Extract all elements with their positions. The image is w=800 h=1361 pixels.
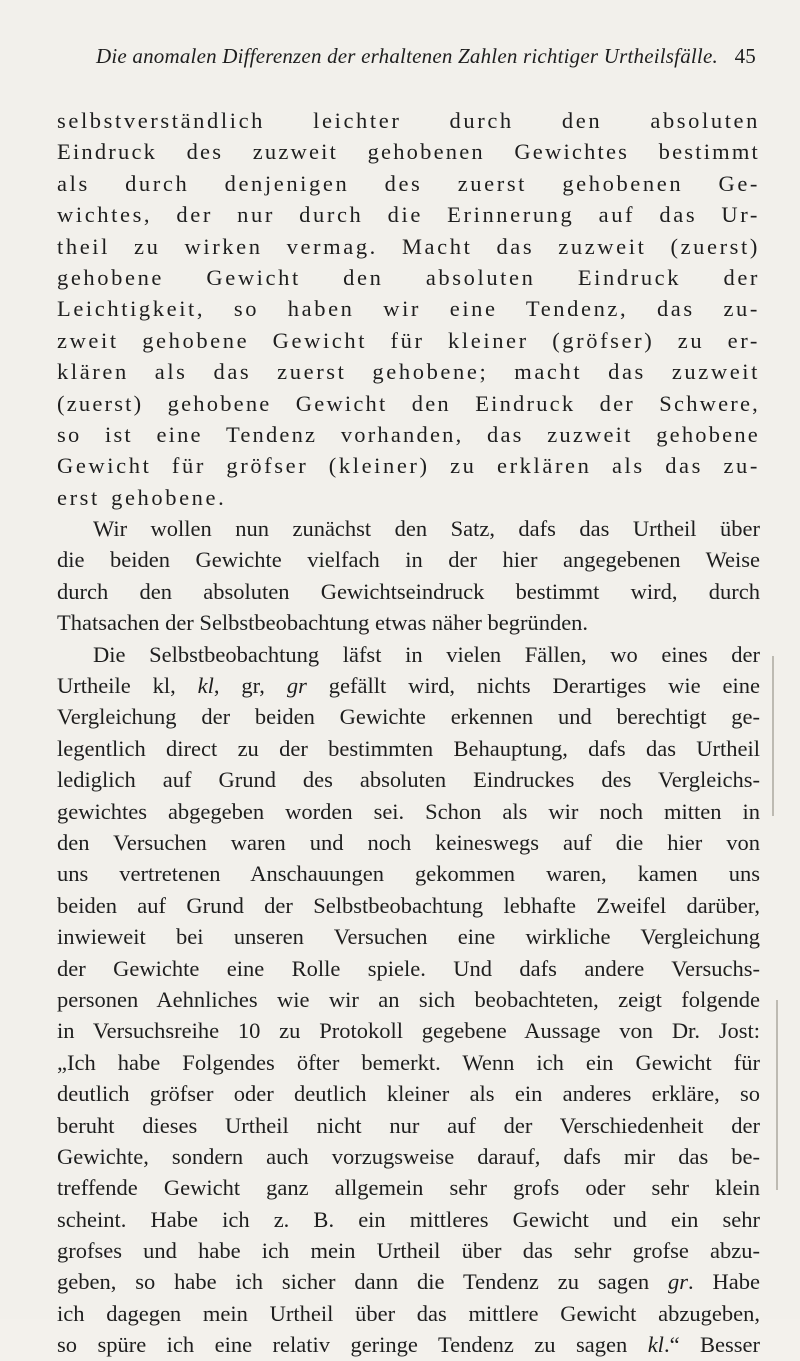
text-line: (zuerst) gehobene Gewicht den Eindruck der Schwere, [57,390,760,416]
body-text [57,105,760,1361]
text-line: Gewicht für gröfser (kleiner) zu erklären als das zu- [57,453,760,479]
text-line: grofses und habe ich mein Urtheil über das sehr grofse abzu- [57,1238,760,1264]
text-line: beiden auf Grund der Selbstbeobachtung lebhafte Zweifel darüber, [57,892,760,918]
text-line: klären als das zuerst gehobene; macht das zuzweit [57,359,760,385]
running-header [96,44,756,78]
text-line: geben, so habe ich sicher dann die Tendenz zu sagen gr. Habe [57,1269,760,1295]
text-line: legentlich direct zu der bestimmten Behauptung, dafs das Urtheil [57,735,760,761]
text-line: ich dagegen mein Urtheil über das mittlere Gewicht abzugeben, [57,1300,760,1326]
text-line: lediglich auf Grund des absoluten Eindruckes des Vergleichs- [57,767,760,793]
text-line: Wir wollen nun zunächst den Satz, dafs das Urtheil über [93,516,760,542]
text-line: Die Selbstbeobachtung läfst in vielen Fällen, wo eines der [93,641,760,667]
text-line: gehobene Gewicht den absoluten Eindruck der [57,264,760,290]
text-line: so ist eine Tendenz vorhanden, das zuzweit gehobene [57,421,760,447]
text-line: uns vertretenen Anschauungen gekommen waren, kamen uns [57,861,760,887]
text-line: theil zu wirken vermag. Macht das zuzweit (zuerst) [57,233,760,259]
text-line: Urtheile kl, kl, gr, gr gefällt wird, nichts Derartiges wie eine [57,673,760,699]
text-line: deutlich gröfser oder deutlich kleiner als ein anderes erkläre, so [57,1081,760,1107]
margin-mark [776,1000,778,1190]
margin-mark [772,656,774,816]
text-line: den Versuchen waren und noch keineswegs auf die hier von [57,829,760,855]
text-line: Gewichte, sondern auch vorzugsweise darauf, dafs mir das be- [57,1143,760,1169]
text-line: so spüre ich eine relativ geringe Tendenz zu sagen kl.“ Besser [57,1332,760,1358]
text-line: Leichtigkeit, so haben wir eine Tendenz, das zu- [57,296,760,322]
text-line: gewichtes abgegeben worden sei. Schon als wir noch mitten in [57,798,760,824]
text-line: zweit gehobene Gewicht für kleiner (gröfser) zu er- [57,327,760,353]
text-line: erst gehobene. [57,484,227,510]
text-line: Eindruck des zuzweit gehobenen Gewichtes bestimmt [57,139,760,165]
text-line: „Ich habe Folgendes öfter bemerkt. Wenn ich ein Gewicht für [57,1049,760,1075]
text-line: selbstverständlich leichter durch den absoluten [57,108,760,133]
text-line: scheint. Habe ich z. B. ein mittleres Gewicht und ein sehr [57,1206,760,1232]
text-line: Thatsachen der Selbstbeobachtung etwas näher begründen. [57,610,589,636]
text-line: als durch denjenigen des zuerst gehobenen Ge- [57,170,760,196]
text-line: durch den absoluten Gewichtseindruck bestimmt wird, durch [57,578,760,604]
text-line: der Gewichte eine Rolle spiele. Und dafs andere Versuchs- [57,955,760,981]
text-line: die beiden Gewichte vielfach in der hier angegebenen Weise [57,547,760,573]
text-line: treffende Gewicht ganz allgemein sehr grofs oder sehr klein [57,1175,760,1201]
page-number: 45 [734,44,756,68]
running-title: Die anomalen Differenzen der erhaltenen Zahlen richtiger Urtheilsfälle. [96,44,718,68]
text-line: in Versuchsreihe 10 zu Protokoll gegebene Aussage von Dr. Jost: [57,1018,760,1044]
text-line: beruht dieses Urtheil nicht nur auf der Verschiedenheit der [57,1112,760,1138]
text-line: inwieweit bei unseren Versuchen eine wirkliche Vergleichung [57,924,760,950]
text-line: Vergleichung der beiden Gewichte erkennen und berechtigt ge- [57,704,760,730]
text-line: personen Aehnliches wie wir an sich beobachteten, zeigt folgende [57,986,760,1012]
text-line: wichtes, der nur durch die Erinnerung auf das Ur- [57,202,760,228]
